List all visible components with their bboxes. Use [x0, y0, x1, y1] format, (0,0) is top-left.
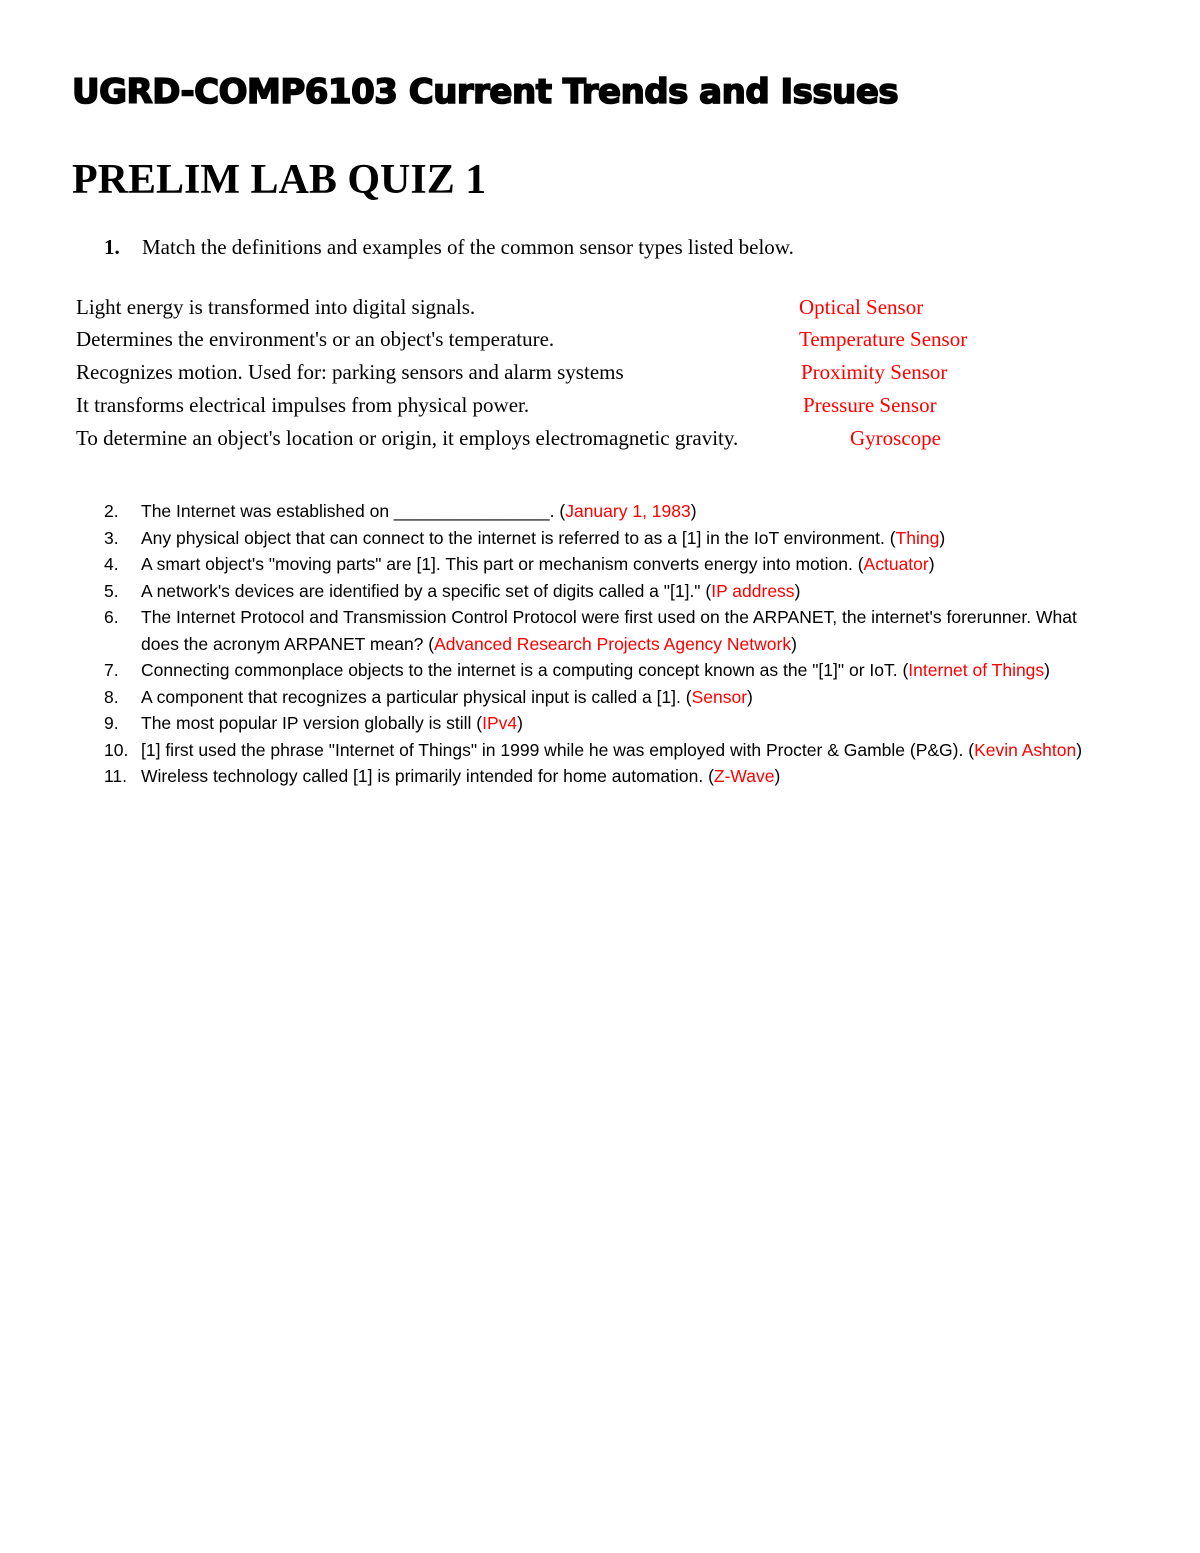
question-1-prompt	[104, 232, 794, 262]
course-title: UGRD-COMP6103 Current Trends and Issues	[72, 72, 899, 112]
match-definition: Determines the environment's or an object's temperature.	[76, 327, 555, 351]
match-row	[76, 323, 1126, 355]
question-item	[104, 657, 1104, 684]
question-number: 6.	[104, 607, 119, 627]
question-number: 8.	[104, 686, 119, 707]
question-number: 1.	[104, 235, 120, 259]
answer-close-paren: )	[791, 633, 797, 654]
question-number: 10.	[104, 739, 129, 760]
match-row	[76, 389, 1126, 421]
question-answer: Actuator	[863, 554, 929, 574]
match-answer: Proximity Sensor	[801, 360, 948, 384]
answer-close-paren: )	[517, 713, 523, 733]
match-answer: Optical Sensor	[799, 295, 924, 319]
match-definition: Recognizes motion. Used for: parking sensors and alarm systems	[76, 360, 624, 384]
match-row	[76, 422, 1126, 454]
question-text: A smart object's "moving parts" are [1]. This part or mechanism converts energy into motion. (	[141, 554, 864, 574]
question-text: A network's devices are identified by a specific set of digits called a "[1]." (	[141, 580, 712, 601]
question-item	[104, 578, 1104, 605]
match-answer: Gyroscope	[850, 426, 941, 450]
match-row	[76, 356, 1126, 388]
question-text: A component that recognizes a particular physical input is called a [1]. (	[141, 686, 692, 707]
question-text: [1] first used the phrase "Internet of Things" in 1999 while he was employed with Procter & Gamble (P&G). (	[141, 739, 975, 760]
question-item	[104, 525, 1104, 552]
question-answer: Sensor	[691, 686, 748, 707]
question-answer: Advanced Research Projects Agency Network	[434, 633, 792, 654]
answer-close-paren: )	[939, 527, 946, 548]
answer-close-paren: )	[690, 501, 697, 521]
answer-close-paren: )	[928, 554, 935, 574]
question-answer: Thing	[895, 527, 940, 548]
question-text: Match the definitions and examples of the common sensor types listed below.	[142, 235, 794, 259]
match-answer: Temperature Sensor	[799, 327, 968, 351]
question-answer: January 1, 1983	[565, 501, 691, 521]
question-item	[104, 710, 1104, 737]
question-text: The most popular IP version globally is still (	[141, 713, 483, 733]
answer-close-paren: )	[1044, 660, 1050, 680]
question-item	[104, 763, 1104, 790]
question-text: The Internet Protocol and Transmission Control Protocol were first used on the ARPANET, the internet's forerunner. What does the acronym ARPANET mean? (	[141, 607, 1077, 654]
question-number: 9.	[104, 713, 119, 733]
question-list	[104, 498, 1104, 790]
question-answer: IP address	[711, 580, 795, 601]
match-definition: It transforms electrical impulses from physical power.	[76, 393, 530, 417]
question-answer: Kevin Ashton	[974, 739, 1077, 760]
question-item	[104, 684, 1104, 711]
question-text: Connecting commonplace objects to the internet is a computing concept known as the "[1]" or IoT. (	[141, 660, 909, 680]
match-row	[76, 291, 1126, 323]
quiz-title: PRELIM LAB QUIZ 1	[72, 157, 487, 203]
question-text: The Internet was established on ________________. (	[141, 501, 566, 521]
answer-close-paren: )	[747, 686, 753, 707]
question-number: 3.	[104, 527, 119, 548]
question-answer: Internet of Things	[908, 660, 1045, 680]
question-item	[104, 551, 1104, 578]
question-item	[104, 737, 1104, 764]
question-number: 7.	[104, 660, 119, 680]
question-answer: IPv4	[482, 713, 518, 733]
question-item	[104, 498, 1104, 525]
question-text: Wireless technology called [1] is primarily intended for home automation. (	[141, 766, 714, 786]
answer-close-paren: )	[774, 766, 781, 786]
question-answer: Z-Wave	[713, 766, 775, 786]
question-number: 11.	[104, 766, 128, 786]
match-definition: To determine an object's location or origin, it employs electromagnetic gravity.	[76, 426, 739, 450]
match-answer: Pressure Sensor	[803, 393, 937, 417]
match-definition: Light energy is transformed into digital signals.	[76, 295, 476, 319]
question-text: Any physical object that can connect to the internet is referred to as a [1] in the IoT environment. (	[141, 527, 896, 548]
answer-close-paren: )	[1076, 739, 1083, 760]
question-item	[104, 604, 1104, 657]
answer-close-paren: )	[794, 580, 801, 601]
question-number: 4.	[104, 554, 119, 574]
question-number: 2.	[104, 501, 119, 521]
question-number: 5.	[104, 580, 119, 601]
